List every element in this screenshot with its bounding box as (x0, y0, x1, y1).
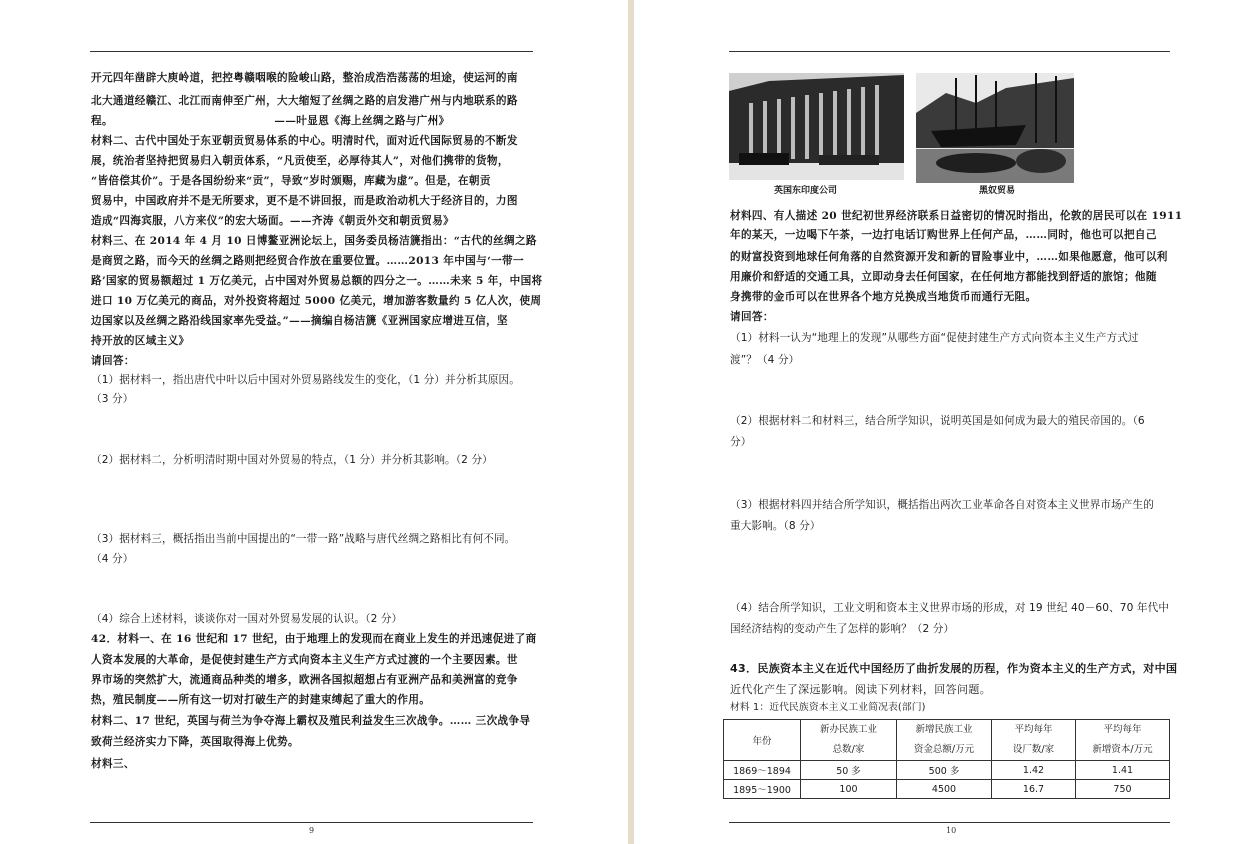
text-line: 材料二、17 世纪，英国与荷兰为争夺海上霸权及殖民利益发生三次战争。…… 三次战争导 (91, 715, 531, 727)
table-header-cell: 年份 (724, 720, 801, 761)
bottom-rule (729, 822, 1170, 823)
text-line: “皆倍偿其价”。于是各国纷纷来“贡”，导致“岁时颁赐，库藏为虚”。但是，在朝贡 (91, 175, 491, 187)
question-3: （3）根据材料四并结合所学知识，概括指出两次工业革命各自对资本主义世界市场产生的 (730, 499, 1154, 511)
question-3-score: 重大影响。（8 分） (730, 520, 821, 532)
table-cell: 16.7 (992, 780, 1076, 799)
text-line: 致荷兰经济实力下降，英国取得海上优势。 (91, 736, 299, 748)
text-line: 北大通道经赣江、北江而南伸至广州，大大缩短了丝绸之路的启发港广州与内地联系的路 (91, 95, 518, 107)
bottom-rule (90, 822, 533, 823)
text-line: 材料三、在 2014 年 4 月 10 日博鳌亚洲论坛上，国务委员杨洁篪指出：“古代的丝绸之路 (91, 235, 537, 247)
table-caption: 材料 1：近代民族资本主义工业简况表(部门) (730, 702, 926, 713)
text-line: 人资本发展的大革命，是促使封建生产方式向资本主义生产方式过渡的一个主要因素。世 (91, 654, 518, 666)
text-line: 请回答： (730, 311, 774, 323)
text-line: 热，殖民制度——所有这一切对打破生产的封建束缚起了重大的作用。 (91, 694, 431, 706)
table-header-cell: 新增民族工业 资金总额/万元 (897, 720, 992, 761)
text-line: 材料四、有人描述 20 世纪初世界经济联系日益密切的情况时指出，伦敦的居民可以在 1911 (730, 210, 1183, 222)
text-line: 开元四年凿辟大庾岭道，把控粤赣咽喉的险峻山路，整治成浩浩荡荡的坦途，使运河的南 (91, 72, 518, 84)
table-cell: 1.41 (1076, 761, 1170, 780)
question-4: （4）综合上述材料，谈谈你对一国对外贸易发展的认识。（2 分） (91, 613, 403, 625)
text-line: 边国家以及丝绸之路沿线国家率先受益。”——摘编自杨洁篪《亚洲国家应增进互信，坚 (91, 315, 509, 327)
photo-caption: 英国东印度公司 (774, 186, 838, 196)
text-line: 是商贸之路，而今天的丝绸之路则把经贸合作放在重要位置。……2013 年中国与‘一带一 (91, 255, 524, 267)
text-line: 路’国家的贸易额超过 1 万亿美元，占中国对外贸易总额的四分之一。……未来 5 年，中国将 (91, 275, 543, 287)
question-1: （1）据材料一，指出唐代中叶以后中国对外贸易路线发生的变化，（1 分）并分析其原因。 (91, 374, 520, 386)
table-cell: 1895～1900 (724, 780, 801, 799)
text-line: 程。 ——叶显恩《海上丝绸之路与广州》 (91, 115, 450, 127)
question-1-score: 渡”？（4 分） (730, 354, 800, 366)
table-header-cell: 平均每年 新增资本/万元 (1076, 720, 1170, 761)
text-line: 用廉价和舒适的交通工具，立即动身去任何国家，在任何地方都能找到舒适的旅馆；他随 (730, 271, 1157, 283)
text-line: 持开放的区域主义》 (91, 335, 190, 347)
table-cell: 500 多 (897, 761, 992, 780)
page-number: 10 (946, 826, 957, 835)
question-43: 43．民族资本主义在近代中国经历了曲折发展的历程，作为资本主义的生产方式，对中国 (730, 662, 1178, 675)
table-row (724, 761, 1170, 780)
table-cell: 4500 (897, 780, 992, 799)
table-cell: 750 (1076, 780, 1170, 799)
text-line: 材料二、古代中国处于东亚朝贡贸易体系的中心。明清时代，面对近代国际贸易的不断发 (91, 135, 518, 147)
text-line: 进口 10 万亿美元的商品，对外投资将超过 5000 亿美元，增加游客数量约 5 亿人次，使周 (91, 295, 542, 307)
text-line: 身携带的金币可以在世界各个地方兑换成当地货币而通行无阻。 (730, 291, 1037, 303)
right-page (634, 0, 1259, 844)
table-header-cell: 平均每年 设厂数/家 (992, 720, 1076, 761)
question-1: （1）材料一认为“地理上的发现”从哪些方面“促使封建生产方式向资本主义生产方式过 (730, 332, 1139, 344)
right-page-body (730, 208, 1183, 713)
question-3: （3）据材料三，概括指出当前中国提出的“一带一路”战略与唐代丝绸之路相比有何不同。 (91, 533, 516, 545)
text-line: 年的某天，一边喝下午茶，一边打电话订购世界上任何产品，……同时，他也可以把自己 (730, 229, 1157, 241)
table-row (724, 780, 1170, 799)
question-1-score: （3 分） (91, 393, 134, 405)
photo-caption: 黑奴贸易 (979, 186, 1016, 196)
top-rule (90, 51, 533, 52)
text-line: 展，统治者坚持把贸易归入朝贡体系，“凡贡使至，必厚待其人”，对他们携带的货物， (91, 155, 509, 167)
page-number: 9 (309, 826, 315, 835)
question-4-score: 国经济结构的变动产生了怎样的影响？（2 分） (730, 623, 955, 635)
text-line: 近代化产生了深远影响。阅读下列材料，回答问题。 (730, 683, 992, 696)
text-line: 界市场的突然扩大，流通商品种类的增多，欧洲各国拟超想占有亚洲产品和美洲富的竞争 (91, 674, 518, 686)
table-cell: 1.42 (992, 761, 1076, 780)
question-4: （4）结合所学知识，工业文明和资本主义世界市场的形成，对 19 世纪 40－60、70 年代中 (730, 602, 1170, 614)
table-header-cell: 新办民族工业 总数/家 (801, 720, 897, 761)
east-india-company-photo (729, 73, 904, 180)
top-rule (729, 51, 1170, 52)
left-page (0, 0, 628, 844)
text-line: 请回答： (91, 355, 135, 367)
text-line: 的财富投资到地球任何角落的自然资源开发和新的冒险事业中，……如果他愿意，他可以利 (730, 251, 1168, 263)
question-3-score: （4 分） (91, 553, 134, 565)
question-2-score: 分） (730, 436, 752, 448)
table-cell: 1869～1894 (724, 761, 801, 780)
question-2: （2）根据材料二和材料三，结合所学知识，说明英国是如何成为最大的殖民帝国的。（6 (730, 415, 1145, 427)
table-header-row (724, 720, 1170, 761)
text-line: 贸易中，中国政府并不是无所要求，更不是不讲回报，而是政治动机大于经济目的，力图 (91, 195, 518, 207)
text-line: 造成“四海宾服，八方来仪”的宏大场面。——齐涛《朝贡外交和朝贡贸易》 (91, 215, 455, 227)
table-cell: 100 (801, 780, 897, 799)
left-page-body (91, 70, 543, 780)
table-cell: 50 多 (801, 761, 897, 780)
question-42: 42．材料一、在 16 世纪和 17 世纪，由于地理上的发现而在商业上发生的并迅速促进了商 (91, 633, 537, 645)
question-2: （2）据材料二，分析明清时期中国对外贸易的特点，（1 分）并分析其影响。（2 分） (91, 454, 493, 466)
slave-trade-photo (916, 73, 1074, 183)
text-line: 材料三、 (91, 758, 135, 770)
industry-table (723, 719, 1170, 799)
